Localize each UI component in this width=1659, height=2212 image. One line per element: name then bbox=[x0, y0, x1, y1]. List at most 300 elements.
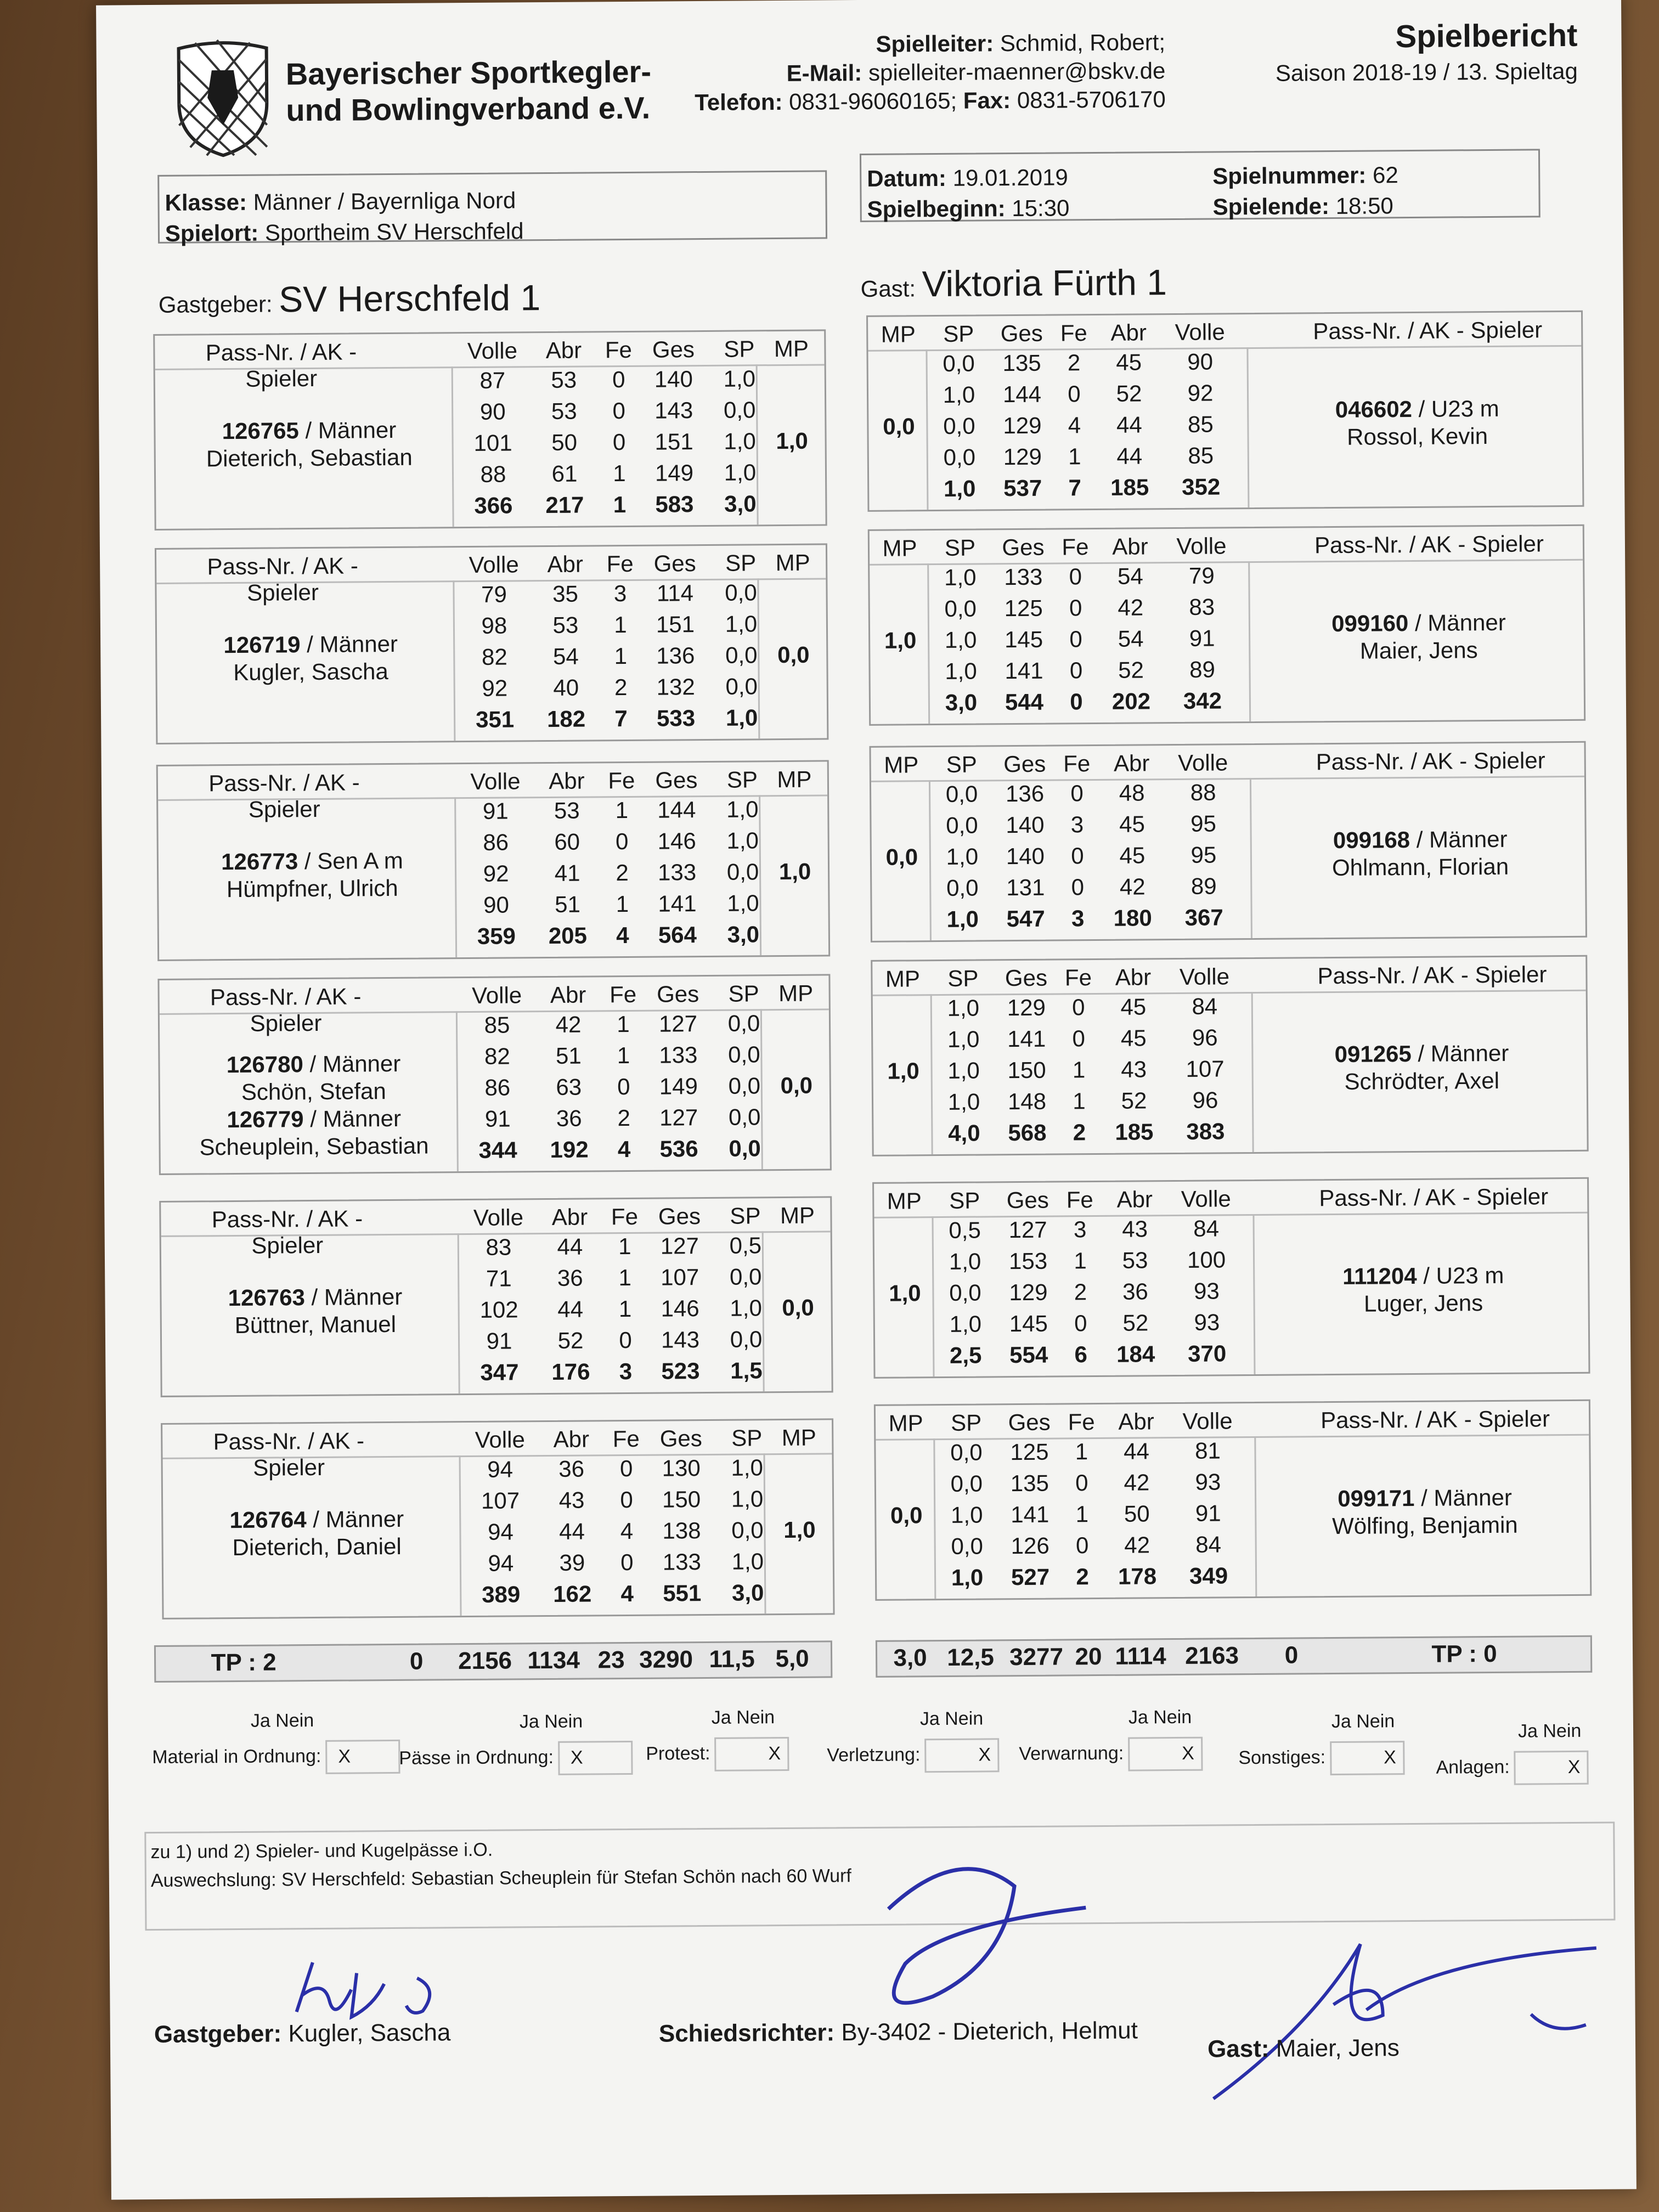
home-player-pass bbox=[170, 847, 455, 876]
header-player: Pass-Nr. / AK - Spieler bbox=[205, 338, 357, 392]
throw-ges: 127 bbox=[1008, 1216, 1047, 1243]
contact-block bbox=[694, 28, 1166, 117]
header-sp: SP bbox=[950, 1409, 982, 1436]
header-player: Pass-Nr. / AK - Spieler bbox=[1316, 747, 1545, 775]
total-sp: 0,0 bbox=[729, 1135, 761, 1161]
header-volle: Volle bbox=[475, 1426, 525, 1453]
header-volle: Volle bbox=[471, 982, 522, 1008]
total-fe: 7 bbox=[1068, 475, 1082, 501]
throw-abr: 41 bbox=[554, 860, 580, 886]
throw-abr: 42 bbox=[1124, 1469, 1150, 1496]
throw-abr: 48 bbox=[1119, 780, 1145, 806]
throw-fe: 1 bbox=[616, 890, 629, 917]
throw-fe: 0 bbox=[1068, 381, 1081, 407]
header-player: Pass-Nr. / AK - Spieler bbox=[1313, 317, 1543, 345]
total-abr: 182 bbox=[546, 706, 586, 732]
home-total-abr: 1134 bbox=[527, 1646, 580, 1674]
header-sp: SP bbox=[731, 1425, 763, 1451]
age-class: / Männer bbox=[304, 1283, 403, 1311]
throw-sp: 1,0 bbox=[944, 627, 977, 653]
throw-sp: 1,0 bbox=[944, 564, 977, 590]
check-label: Sonstiges: bbox=[1238, 1747, 1326, 1769]
spielnummer-value: 62 bbox=[1372, 162, 1398, 188]
spielleiter-value: Schmid, Robert; bbox=[1000, 29, 1166, 57]
throw-volle: 79 bbox=[1188, 562, 1215, 589]
age-class: / Männer bbox=[306, 1505, 404, 1533]
throw-fe: 1 bbox=[615, 797, 629, 823]
throw-fe: 0 bbox=[619, 1327, 632, 1353]
throw-volle: 98 bbox=[481, 612, 507, 639]
guest-team bbox=[860, 261, 1167, 305]
guest-mp: 0,0 bbox=[890, 1502, 923, 1528]
throw-volle: 91 bbox=[1189, 625, 1215, 651]
header-sp: SP bbox=[944, 534, 976, 561]
association-name bbox=[286, 54, 652, 129]
header-ges: Ges bbox=[1003, 751, 1046, 777]
throw-sp: 0,0 bbox=[723, 397, 756, 423]
throw-abr: 52 bbox=[1118, 657, 1144, 683]
throw-abr: 39 bbox=[559, 1549, 585, 1576]
home-player-pass bbox=[174, 1505, 459, 1534]
throw-sp: 0,0 bbox=[728, 1073, 761, 1099]
header-volle: Volle bbox=[1175, 319, 1225, 345]
guest-player-name: Maier, Jens bbox=[1359, 637, 1478, 664]
header-sp: SP bbox=[725, 550, 757, 576]
throw-abr: 54 bbox=[1118, 625, 1144, 652]
total-abr: 217 bbox=[545, 492, 584, 518]
throw-ges: 144 bbox=[1002, 381, 1042, 408]
telefon-label: Telefon: bbox=[695, 88, 783, 116]
throw-fe: 2 bbox=[617, 1104, 631, 1131]
throw-volle: 107 bbox=[481, 1487, 520, 1514]
header-fe: Fe bbox=[1064, 964, 1092, 991]
throw-volle: 100 bbox=[1187, 1246, 1226, 1273]
guest-player-table bbox=[874, 1400, 1592, 1601]
throw-fe: 0 bbox=[1074, 1310, 1087, 1336]
throw-fe: 2 bbox=[1067, 349, 1081, 376]
throw-volle: 92 bbox=[483, 860, 509, 887]
home-total-row bbox=[154, 1640, 832, 1683]
throw-abr: 51 bbox=[555, 1042, 582, 1069]
throw-abr: 54 bbox=[552, 643, 579, 669]
home-player-pass bbox=[166, 416, 452, 445]
home-player-name: Hümpfner, Ulrich bbox=[226, 874, 398, 902]
header-volle: Volle bbox=[470, 768, 521, 794]
guest-sig-label: Gast: bbox=[1207, 2035, 1269, 2063]
referee-signature-icon bbox=[822, 1852, 1153, 2030]
age-class: / U23 m bbox=[1412, 395, 1499, 422]
throw-volle: 86 bbox=[484, 1074, 511, 1101]
throw-ges: 107 bbox=[661, 1264, 699, 1290]
throw-ges: 131 bbox=[1006, 874, 1045, 901]
header-fe: Fe bbox=[612, 1425, 640, 1452]
header-ges: Ges bbox=[656, 981, 699, 1007]
check-mark: X bbox=[570, 1747, 583, 1768]
throw-sp: 1,0 bbox=[726, 796, 759, 822]
throw-ges: 133 bbox=[659, 1042, 698, 1068]
throw-abr: 45 bbox=[1116, 349, 1142, 375]
spielort-value: Sportheim SV Herschfeld bbox=[264, 218, 524, 246]
throw-sp: 1,0 bbox=[726, 827, 759, 854]
throw-ges: 129 bbox=[1003, 443, 1042, 470]
throw-abr: 54 bbox=[1117, 563, 1143, 589]
throw-abr: 53 bbox=[554, 797, 580, 823]
pass-number-2: 126779 bbox=[227, 1106, 304, 1133]
throw-ges: 129 bbox=[1003, 412, 1042, 439]
throw-volle: 84 bbox=[1195, 1531, 1222, 1558]
header-ges: Ges bbox=[1006, 1187, 1049, 1214]
throw-volle: 93 bbox=[1194, 1309, 1220, 1335]
throw-sp: 1,0 bbox=[949, 1311, 982, 1337]
total-ges: 533 bbox=[656, 705, 696, 731]
total-abr: 185 bbox=[1115, 1119, 1154, 1145]
throw-abr: 50 bbox=[1124, 1500, 1150, 1527]
guest-total-fe: 20 bbox=[1075, 1643, 1102, 1671]
check-label: Material in Ordnung: bbox=[152, 1745, 321, 1768]
throw-volle: 81 bbox=[1194, 1437, 1221, 1464]
throw-fe: 0 bbox=[1069, 563, 1082, 590]
header-abr: Abr bbox=[1110, 319, 1147, 346]
notes-line-2: Auswechslung: SV Herschfeld: Sebastian Scheuplein für Stefan Schön nach 60 Wurf bbox=[150, 1865, 852, 1892]
spielort-label: Spielort: bbox=[165, 219, 259, 246]
klasse-value: Männer / Bayernliga Nord bbox=[253, 187, 516, 215]
total-ges: 554 bbox=[1009, 1341, 1048, 1368]
throw-abr: 36 bbox=[557, 1265, 583, 1291]
throw-ges: 135 bbox=[1010, 1470, 1049, 1497]
column-divider bbox=[1252, 1214, 1255, 1374]
throw-fe: 1 bbox=[1075, 1501, 1089, 1527]
age-class: / U23 m bbox=[1417, 1262, 1504, 1289]
total-sp: 3,0 bbox=[724, 490, 757, 517]
check-mark: X bbox=[768, 1743, 781, 1764]
throw-abr: 53 bbox=[551, 366, 577, 393]
check-mark: X bbox=[1567, 1756, 1581, 1778]
total-abr: 176 bbox=[551, 1358, 590, 1385]
header-mp: MP bbox=[888, 1410, 923, 1436]
total-fe: 2 bbox=[1073, 1119, 1086, 1146]
throw-fe: 0 bbox=[1075, 1532, 1089, 1559]
header-mp: MP bbox=[882, 535, 917, 561]
total-sp: 4,0 bbox=[948, 1120, 980, 1146]
throw-fe: 1 bbox=[613, 460, 626, 487]
throw-sp: 1,0 bbox=[727, 890, 759, 916]
throw-fe: 1 bbox=[617, 1011, 630, 1037]
check-item bbox=[646, 1737, 789, 1772]
home-player-pass bbox=[172, 1283, 458, 1312]
check-label: Pässe in Ordnung: bbox=[399, 1746, 554, 1769]
throw-ges: 150 bbox=[1007, 1057, 1046, 1084]
throw-ges: 125 bbox=[1010, 1438, 1049, 1465]
throw-fe: 4 bbox=[620, 1517, 634, 1544]
throw-volle: 93 bbox=[1195, 1469, 1221, 1495]
throw-abr: 36 bbox=[1122, 1278, 1148, 1305]
pass-number: 126773 bbox=[221, 848, 298, 875]
home-total-ges: 3290 bbox=[639, 1646, 693, 1673]
throw-sp: 1,0 bbox=[949, 1248, 981, 1274]
throw-fe: 0 bbox=[617, 1073, 630, 1100]
header-fe: Fe bbox=[1066, 1187, 1093, 1213]
guest-team-label: Gast: bbox=[860, 275, 916, 302]
header-ges: Ges bbox=[652, 336, 695, 363]
total-fe: 1 bbox=[613, 491, 627, 518]
throw-abr: 44 bbox=[558, 1518, 585, 1544]
home-player-name-block bbox=[170, 847, 455, 904]
home-player-name: Dieterich, Sebastian bbox=[206, 444, 413, 472]
home-team-label: Gastgeber: bbox=[158, 291, 273, 318]
spielende-label: Spielende: bbox=[1212, 193, 1330, 220]
header-player: Pass-Nr. / AK - Spieler bbox=[1321, 1406, 1550, 1434]
header-fe: Fe bbox=[611, 1203, 639, 1230]
throw-fe: 1 bbox=[618, 1233, 631, 1260]
throw-sp: 1,0 bbox=[947, 1088, 980, 1115]
throw-abr: 44 bbox=[1123, 1438, 1150, 1464]
throw-volle: 92 bbox=[482, 675, 508, 701]
header-player: Pass-Nr. / AK - Spieler bbox=[213, 1427, 365, 1481]
home-player-name-block bbox=[172, 1283, 458, 1340]
throw-fe: 0 bbox=[620, 1549, 634, 1576]
throw-sp: 0,0 bbox=[950, 1470, 983, 1497]
throw-sp: 0,0 bbox=[943, 413, 975, 439]
throw-volle: 92 bbox=[1187, 380, 1214, 406]
ja-nein-label: Ja Nein bbox=[711, 1707, 775, 1728]
guest-player-name-block bbox=[1263, 394, 1571, 452]
check-mark: X bbox=[978, 1744, 991, 1765]
throw-fe: 1 bbox=[1075, 1438, 1088, 1465]
home-mp: 1,0 bbox=[778, 858, 811, 885]
home-player-name-block bbox=[174, 1505, 460, 1562]
throw-ges: 140 bbox=[1006, 811, 1045, 838]
total-volle: 389 bbox=[482, 1581, 521, 1607]
total-fe: 0 bbox=[1070, 689, 1083, 715]
throw-abr: 53 bbox=[552, 612, 579, 638]
throw-ges: 129 bbox=[1009, 1279, 1048, 1306]
total-volle: 366 bbox=[474, 492, 513, 518]
header-player: Pass-Nr. / AK - Spieler bbox=[208, 769, 360, 822]
guest-mp: 0,0 bbox=[883, 413, 915, 439]
throw-fe: 3 bbox=[1070, 811, 1084, 838]
total-abr: 180 bbox=[1113, 905, 1152, 931]
guest-player-name-block bbox=[1265, 608, 1573, 665]
header-player: Pass-Nr. / AK - Spieler bbox=[207, 552, 359, 606]
throw-sp: 0,0 bbox=[725, 579, 757, 606]
throw-volle: 86 bbox=[483, 829, 509, 855]
throw-abr: 52 bbox=[1122, 1310, 1149, 1336]
age-class-2: / Männer bbox=[303, 1105, 402, 1132]
total-fe: 4 bbox=[616, 922, 629, 949]
throw-sp: 1,0 bbox=[945, 658, 977, 684]
header-abr: Abr bbox=[550, 981, 586, 1008]
throw-fe: 0 bbox=[612, 397, 626, 424]
throw-ges: 141 bbox=[1011, 1501, 1049, 1528]
throw-abr: 53 bbox=[551, 398, 577, 424]
throw-sp: 1,0 bbox=[730, 1295, 762, 1321]
total-ges: 537 bbox=[1003, 475, 1042, 501]
check-mark: X bbox=[1384, 1747, 1396, 1768]
header-volle: Volle bbox=[1182, 1408, 1233, 1434]
throw-sp: 0,0 bbox=[945, 781, 978, 807]
throw-abr: 45 bbox=[1120, 1025, 1147, 1051]
check-box bbox=[714, 1737, 789, 1771]
header-abr: Abr bbox=[553, 1426, 590, 1452]
header-sp: SP bbox=[728, 980, 759, 1007]
home-mp: 0,0 bbox=[780, 1072, 813, 1099]
throw-volle: 101 bbox=[473, 430, 512, 456]
total-abr: 205 bbox=[548, 922, 588, 949]
throw-fe: 1 bbox=[1073, 1088, 1086, 1114]
header-mp: MP bbox=[778, 980, 814, 1007]
header-mp: MP bbox=[780, 1202, 815, 1229]
total-abr: 162 bbox=[553, 1581, 592, 1607]
header-fe: Fe bbox=[605, 336, 633, 363]
guest-player-name: Rossol, Kevin bbox=[1347, 423, 1488, 450]
throw-abr: 53 bbox=[1122, 1247, 1148, 1273]
throw-abr: 45 bbox=[1119, 842, 1146, 868]
throw-ges: 141 bbox=[658, 890, 697, 917]
throw-ges: 136 bbox=[1005, 780, 1045, 807]
guest-player-table bbox=[872, 1177, 1590, 1379]
throw-fe: 1 bbox=[618, 1295, 632, 1322]
throw-volle: 85 bbox=[484, 1012, 510, 1038]
throw-sp: 0,0 bbox=[726, 859, 759, 885]
total-sp: 1,0 bbox=[951, 1564, 984, 1590]
throw-fe: 0 bbox=[1069, 657, 1083, 684]
throw-abr: 42 bbox=[1118, 594, 1144, 620]
header-ges: Ges bbox=[1005, 964, 1048, 991]
total-fe: 6 bbox=[1074, 1341, 1088, 1368]
throw-fe: 1 bbox=[617, 1042, 630, 1069]
check-item bbox=[827, 1738, 1000, 1773]
throw-volle: 94 bbox=[487, 1519, 514, 1545]
throw-ges: 151 bbox=[654, 428, 693, 455]
age-class: / Männer bbox=[298, 416, 397, 444]
ja-nein-label: Ja Nein bbox=[519, 1711, 583, 1733]
home-player-name-block bbox=[166, 416, 452, 473]
age-class: / Männer bbox=[1409, 826, 1508, 853]
throw-volle: 84 bbox=[1192, 993, 1218, 1019]
throw-ges: 141 bbox=[1005, 657, 1043, 684]
throw-sp: 1,0 bbox=[725, 611, 758, 637]
total-ges: 536 bbox=[659, 1136, 698, 1162]
throw-ges: 150 bbox=[662, 1486, 701, 1513]
throw-abr: 44 bbox=[1116, 443, 1143, 469]
guest-player-name: Wölfing, Benjamin bbox=[1332, 1511, 1518, 1539]
header-fe: Fe bbox=[1060, 320, 1087, 346]
association-line-2: und Bowlingverband e.V. bbox=[286, 90, 651, 128]
spielbeginn-label: Spielbeginn: bbox=[867, 195, 1006, 222]
header-mp: MP bbox=[774, 335, 809, 362]
throw-sp: 1,0 bbox=[947, 1026, 980, 1052]
guest-player-name-block bbox=[1271, 1483, 1579, 1541]
guest-mp: 1,0 bbox=[889, 1280, 921, 1306]
throw-fe: 1 bbox=[618, 1264, 632, 1291]
column-divider bbox=[1250, 778, 1252, 938]
throw-ges: 129 bbox=[1007, 994, 1046, 1021]
header-abr: Abr bbox=[1112, 533, 1148, 560]
total-ges: 551 bbox=[663, 1580, 702, 1606]
throw-volle: 88 bbox=[480, 461, 506, 487]
guest-team-name: Viktoria Fürth 1 bbox=[922, 262, 1167, 304]
header-fe: Fe bbox=[1068, 1409, 1095, 1435]
age-class: / Männer bbox=[300, 630, 398, 658]
throw-abr: 44 bbox=[557, 1233, 583, 1260]
header-sp: SP bbox=[947, 965, 979, 991]
throw-ges: 136 bbox=[656, 642, 695, 669]
check-box bbox=[325, 1740, 400, 1774]
throw-abr: 52 bbox=[1116, 380, 1142, 407]
header-volle: Volle bbox=[1176, 533, 1227, 559]
header-player: Pass-Nr. / AK - Spieler bbox=[210, 983, 362, 1036]
header-ges: Ges bbox=[655, 767, 698, 793]
home-player-table bbox=[156, 760, 830, 961]
header-fe: Fe bbox=[609, 981, 637, 1008]
total-sp: 1,0 bbox=[946, 906, 979, 932]
total-sp: 2,5 bbox=[949, 1342, 982, 1368]
throw-sp: 0,0 bbox=[943, 444, 976, 470]
throw-ges: 149 bbox=[654, 460, 694, 486]
guest-player-pass bbox=[1265, 608, 1572, 638]
home-player-name: Büttner, Manuel bbox=[234, 1311, 397, 1338]
total-sp: 3,0 bbox=[727, 921, 760, 947]
guest-signature bbox=[1207, 2034, 1400, 2063]
pass-number: 111204 bbox=[1342, 1262, 1417, 1289]
throw-volle: 96 bbox=[1192, 1024, 1218, 1051]
home-total-sp: 11,5 bbox=[709, 1645, 755, 1673]
home-total-zero: 0 bbox=[409, 1647, 424, 1675]
home-player-name: Schön, Stefan bbox=[241, 1078, 386, 1105]
throw-ges: 140 bbox=[654, 366, 693, 392]
header-sp: SP bbox=[946, 751, 977, 777]
throw-abr: 61 bbox=[551, 460, 578, 487]
header-volle: Volle bbox=[469, 551, 519, 578]
throw-fe: 4 bbox=[1068, 412, 1081, 438]
home-player-table bbox=[157, 974, 831, 1175]
throw-ges: 141 bbox=[1007, 1025, 1046, 1052]
throw-sp: 0,0 bbox=[725, 673, 758, 699]
home-player-name-block bbox=[168, 630, 454, 687]
total-fe: 3 bbox=[619, 1358, 633, 1385]
header-volle: Volle bbox=[1181, 1186, 1231, 1212]
header-abr: Abr bbox=[545, 337, 582, 363]
spielende-value: 18:50 bbox=[1335, 193, 1393, 219]
throw-abr: 45 bbox=[1120, 994, 1147, 1020]
throw-ges: 144 bbox=[657, 797, 696, 823]
home-sig-name: Kugler, Sascha bbox=[288, 2019, 451, 2047]
total-volle: 383 bbox=[1186, 1118, 1225, 1144]
home-sig-label: Gastgeber: bbox=[154, 2020, 282, 2049]
guest-sig-name: Maier, Jens bbox=[1276, 2034, 1400, 2062]
header-abr: Abr bbox=[551, 1204, 588, 1230]
throw-ges: 133 bbox=[662, 1549, 702, 1575]
check-label: Verwarnung: bbox=[1019, 1742, 1124, 1765]
guest-player-pass bbox=[1267, 825, 1574, 855]
total-fe: 3 bbox=[1071, 905, 1085, 932]
throw-volle: 90 bbox=[483, 891, 510, 918]
ja-nein-label: Ja Nein bbox=[1128, 1706, 1192, 1728]
total-sp: 1,5 bbox=[730, 1357, 763, 1384]
association-line-1: Bayerischer Sportkegler- bbox=[285, 54, 652, 92]
home-total-mp: 5,0 bbox=[775, 1645, 809, 1673]
throw-sp: 1,0 bbox=[947, 995, 980, 1021]
header-mp: MP bbox=[884, 752, 919, 778]
home-player-table bbox=[159, 1196, 833, 1397]
throw-sp: 0,0 bbox=[725, 642, 758, 668]
throw-ges: 132 bbox=[656, 674, 695, 700]
guest-total-zero: 0 bbox=[1284, 1641, 1299, 1669]
throw-volle: 89 bbox=[1189, 656, 1216, 682]
throw-fe: 3 bbox=[613, 580, 627, 607]
check-mark: X bbox=[1182, 1742, 1195, 1764]
total-abr: 184 bbox=[1116, 1341, 1155, 1367]
